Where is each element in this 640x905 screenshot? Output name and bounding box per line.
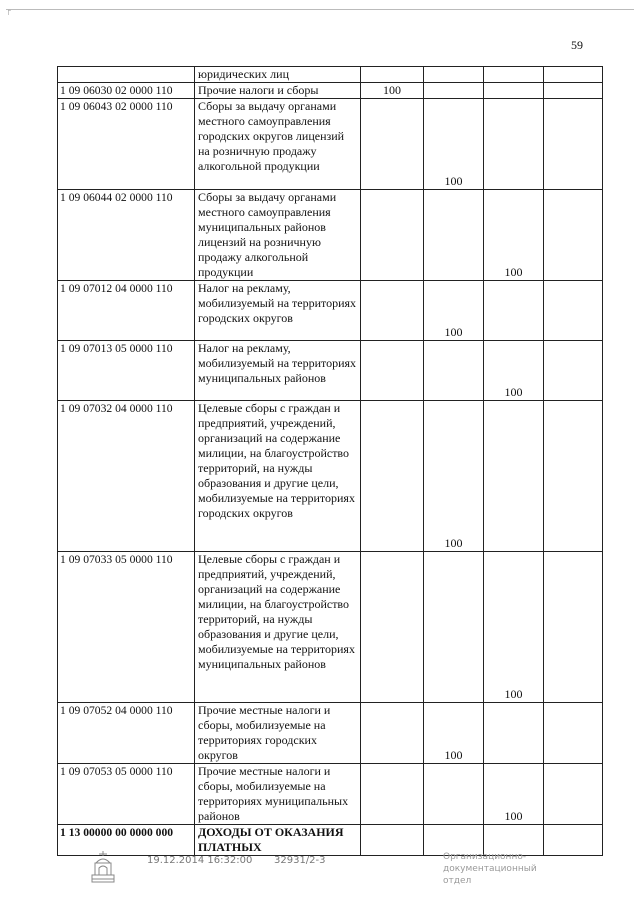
row-value: 100 bbox=[424, 99, 484, 190]
row-value bbox=[544, 341, 603, 401]
table-row bbox=[58, 401, 603, 552]
row-code: 1 09 07033 05 0000 110 bbox=[58, 552, 195, 703]
row-value bbox=[424, 67, 484, 83]
row-value: 100 bbox=[484, 764, 544, 825]
row-value: 100 bbox=[424, 703, 484, 764]
row-value bbox=[361, 281, 424, 341]
row-name: Целевые сборы с граждан и предприятий, учреждений, организаций на содержание милиции, на благоустройство территорий, на нужды образования и другие цели, мобилизуемые на территориях городских округов bbox=[195, 401, 361, 552]
row-value bbox=[424, 764, 484, 825]
row-value bbox=[361, 401, 424, 552]
row-value bbox=[361, 190, 424, 281]
row-name: Налог на рекламу, мобилизуемый на территориях городских округов bbox=[195, 281, 361, 341]
row-code: 1 13 00000 00 0000 000 bbox=[58, 825, 195, 856]
row-value: 100 bbox=[484, 552, 544, 703]
table-row bbox=[58, 703, 603, 764]
row-value: 100 bbox=[484, 341, 544, 401]
row-name: Сборы за выдачу органами местного самоуправления городских округов лицензий на розничную продажу алкогольной продукции bbox=[195, 99, 361, 190]
row-value: 100 bbox=[424, 281, 484, 341]
row-code: 1 09 07013 05 0000 110 bbox=[58, 341, 195, 401]
table-row bbox=[58, 764, 603, 825]
row-value bbox=[544, 190, 603, 281]
row-code bbox=[58, 67, 195, 83]
row-value bbox=[544, 99, 603, 190]
table-row bbox=[58, 281, 603, 341]
row-value bbox=[484, 281, 544, 341]
row-value: 100 bbox=[361, 83, 424, 99]
row-value bbox=[544, 83, 603, 99]
row-value bbox=[544, 401, 603, 552]
row-name: Налог на рекламу, мобилизуемый на территориях муниципальных районов bbox=[195, 341, 361, 401]
row-code: 1 09 07032 04 0000 110 bbox=[58, 401, 195, 552]
budget-table bbox=[57, 66, 603, 856]
row-value bbox=[424, 341, 484, 401]
table-row bbox=[58, 99, 603, 190]
row-value bbox=[484, 99, 544, 190]
row-value bbox=[544, 281, 603, 341]
row-value: 100 bbox=[484, 190, 544, 281]
page-number: 59 bbox=[571, 38, 583, 52]
emblem-icon bbox=[88, 849, 118, 885]
row-name: юридических лиц bbox=[195, 67, 361, 83]
row-name: Прочие налоги и сборы bbox=[195, 83, 361, 99]
row-value bbox=[424, 552, 484, 703]
row-code: 1 09 06030 02 0000 110 bbox=[58, 83, 195, 99]
table-row bbox=[58, 67, 603, 83]
row-value bbox=[544, 552, 603, 703]
table-row bbox=[58, 190, 603, 281]
row-value bbox=[361, 552, 424, 703]
row-code: 1 09 06043 02 0000 110 bbox=[58, 99, 195, 190]
row-code: 1 09 07052 04 0000 110 bbox=[58, 703, 195, 764]
row-value bbox=[361, 764, 424, 825]
row-value bbox=[361, 825, 424, 856]
row-code: 1 09 06044 02 0000 110 bbox=[58, 190, 195, 281]
row-value bbox=[361, 67, 424, 83]
corner-mark: ┌ bbox=[6, 6, 11, 15]
row-name: Целевые сборы с граждан и предприятий, учреждений, организаций на содержание милиции, на благоустройство территорий, на нужды образования и другие цели, мобилизуемые на территориях муниципальных районов bbox=[195, 552, 361, 703]
row-value bbox=[361, 703, 424, 764]
row-value bbox=[361, 99, 424, 190]
row-value bbox=[424, 190, 484, 281]
row-value bbox=[361, 341, 424, 401]
footer-doc-ref: 32931/2-3 bbox=[274, 855, 326, 866]
row-name: Прочие местные налоги и сборы, мобилизуемые на территориях муниципальных районов bbox=[195, 764, 361, 825]
top-border-line bbox=[6, 9, 634, 10]
row-value bbox=[484, 401, 544, 552]
row-code: 1 09 07053 05 0000 110 bbox=[58, 764, 195, 825]
row-value bbox=[484, 703, 544, 764]
table-row bbox=[58, 552, 603, 703]
footer-timestamp: 19.12.2014 16:32:00 bbox=[147, 855, 253, 866]
row-value: 100 bbox=[424, 401, 484, 552]
row-value bbox=[544, 67, 603, 83]
row-name: Прочие местные налоги и сборы, мобилизуемые на территориях городских округов bbox=[195, 703, 361, 764]
table-row bbox=[58, 341, 603, 401]
row-value bbox=[484, 67, 544, 83]
row-value bbox=[424, 83, 484, 99]
row-name: Сборы за выдачу органами местного самоуправления муниципальных районов лицензий на розничную продажу алкогольной продукции bbox=[195, 190, 361, 281]
row-code: 1 09 07012 04 0000 110 bbox=[58, 281, 195, 341]
row-value bbox=[544, 764, 603, 825]
row-name: ДОХОДЫ ОТ ОКАЗАНИЯ ПЛАТНЫХ bbox=[195, 825, 361, 856]
row-value bbox=[484, 83, 544, 99]
footer-org-note: Организационно-документационный отдел bbox=[443, 852, 537, 886]
table-row bbox=[58, 83, 603, 99]
row-value bbox=[544, 703, 603, 764]
